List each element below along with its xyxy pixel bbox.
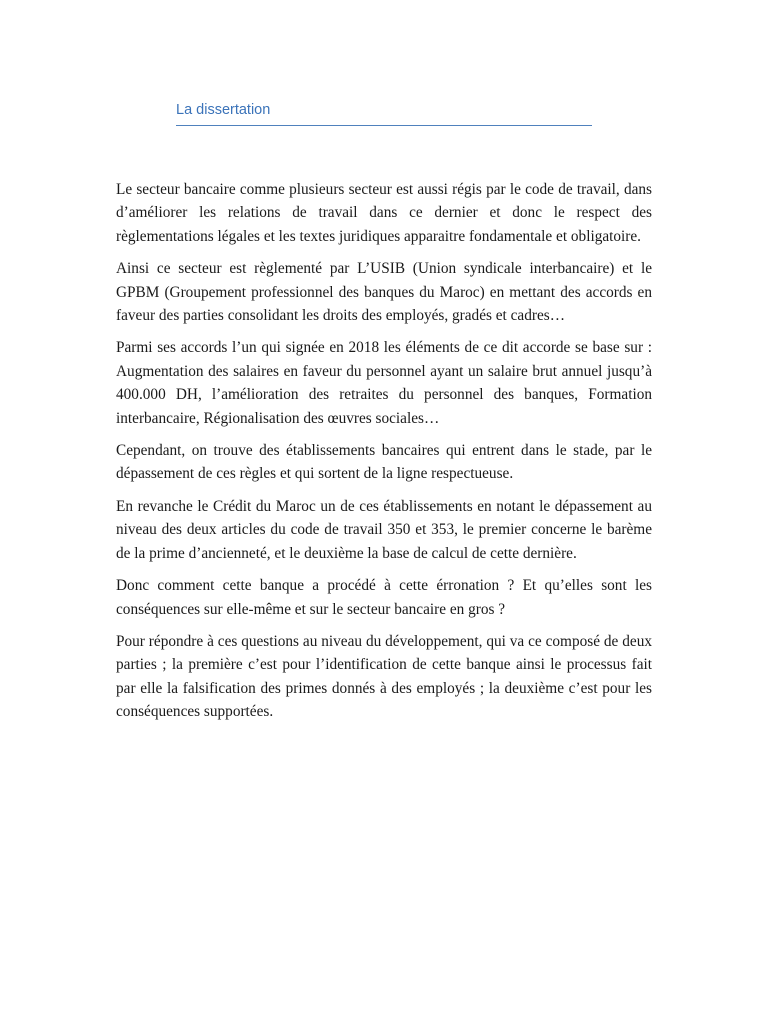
paragraph: Donc comment cette banque a procédé à cette érronation ? Et qu’elles sont les conséquences sur elle-même et sur le secteur bancaire en gros ? (116, 577, 652, 618)
paragraph: En revanche le Crédit du Maroc un de ces établissements en notant le dépassement au niveau des deux articles du code de travail 350 et 353, le premier concerne le barème de la prime d’ancienneté, et le deuxième la base de calcul de cette dernière. (116, 497, 652, 562)
document-body (116, 178, 652, 733)
section-heading: La dissertation (176, 100, 592, 126)
paragraph: Le secteur bancaire comme plusieurs secteur est aussi régis par le code de travail, dans d’améliorer les relations de travail dans ce dernier et donc le respect des règlementations légales et les textes juridiques apparaitre fondamentale et obligatoire. (116, 181, 652, 245)
paragraph: Parmi ses accords l’un qui signée en 2018 les éléments de ce dit accorde se base sur : Augmentation des salaires en faveur du personnel ayant un salaire brut annuel jusqu’à 400.000 DH, l’amélioration des retraites du personnel des banques, Formation interbancaire, Régionalisation des œuvres sociales… (116, 339, 652, 427)
paragraph: Pour répondre à ces questions au niveau du développement, qui va ce composé de deux parties ; la première c’est pour l’identification de cette banque ainsi le processus fait par elle la falsification des primes donnés à des employés ; la deuxième c’est pour les conséquences supportées. (116, 632, 652, 721)
paragraph: Cependant, on trouve des établissements bancaires qui entrent dans le stade, par le dépassement de ces règles et qui sortent de la ligne respectueuse. (116, 442, 652, 483)
paragraph: Ainsi ce secteur est règlementé par L’USIB (Union syndicale interbancaire) et le GPBM (Groupement professionnel des banques du Maroc) en mettant des accords en faveur des parties consolidant les droits des employés, gradés et cadres… (116, 260, 652, 325)
